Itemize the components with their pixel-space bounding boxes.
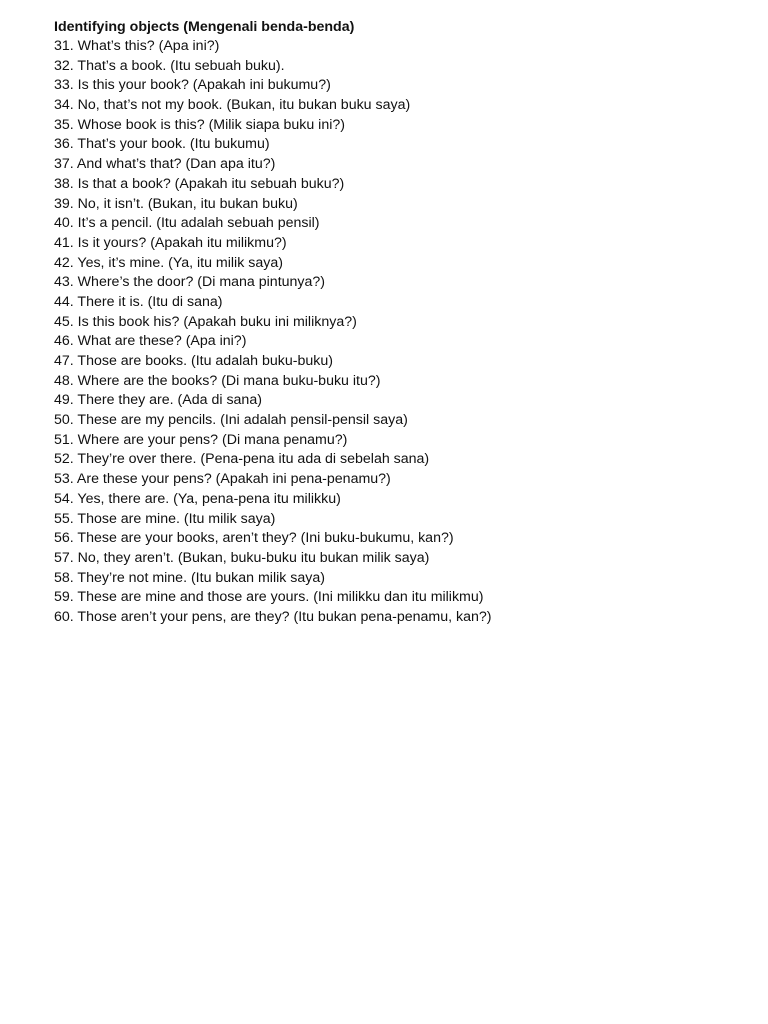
- document-title: Identifying objects (Mengenali benda-benda): [54, 19, 355, 35]
- phrase-line: 37. And what’s that? (Dan apa itu?): [54, 156, 276, 173]
- phrase-line: 60. Those aren’t your pens, are they? (Itu bukan pena-penamu, kan?): [54, 608, 492, 625]
- phrase-line: 51. Where are your pens? (Di mana penamu?): [54, 431, 348, 448]
- phrase-line: 36. That’s your book. (Itu bukumu): [54, 136, 270, 153]
- phrase-line: 31. What’s this? (Apa ini?): [54, 38, 220, 54]
- phrase-line: 46. What are these? (Apa ini?): [54, 333, 247, 350]
- document-content: [54, 17, 754, 628]
- phrase-line: 43. Where’s the door? (Di mana pintunya?): [54, 274, 326, 291]
- phrase-line: 50. These are my pencils. (Ini adalah pensil-pensil saya): [54, 412, 408, 429]
- phrase-line: 56. These are your books, aren’t they? (Ini buku-bukumu, kan?): [54, 530, 454, 547]
- phrase-line: 41. Is it yours? (Apakah itu milikmu?): [54, 234, 287, 251]
- phrase-line: 39. No, it isn’t. (Bukan, itu bukan buku): [54, 195, 298, 212]
- phrase-line: 55. Those are mine. (Itu milik saya): [54, 510, 276, 527]
- phrase-line: 48. Where are the books? (Di mana buku-buku itu?): [54, 372, 381, 389]
- phrase-line: 34. No, that’s not my book. (Bukan, itu bukan buku saya): [54, 97, 411, 114]
- phrase-line: 32. That’s a book. (Itu sebuah buku).: [54, 57, 285, 74]
- phrase-list: [54, 37, 754, 628]
- phrase-line: 42. Yes, it’s mine. (Ya, itu milik saya): [54, 254, 283, 271]
- phrase-line: 47. Those are books. (Itu adalah buku-buku): [54, 353, 333, 369]
- phrase-line: 35. Whose book is this? (Milik siapa buku ini?): [54, 116, 345, 133]
- phrase-line: 57. No, they aren’t. (Bukan, buku-buku itu bukan milik saya): [54, 549, 430, 566]
- phrase-line: 58. They’re not mine. (Itu bukan milik saya): [54, 569, 325, 586]
- phrase-line: 52. They’re over there. (Pena-pena itu ada di sebelah sana): [54, 451, 430, 468]
- phrase-line: 49. There they are. (Ada di sana): [54, 392, 262, 409]
- phrase-line: 33. Is this your book? (Apakah ini bukumu?): [54, 77, 331, 94]
- phrase-line: 53. Are these your pens? (Apakah ini pena-penamu?): [54, 471, 391, 488]
- phrase-line: 40. It’s a pencil. (Itu adalah sebuah pensil): [54, 215, 320, 232]
- phrase-line: 54. Yes, there are. (Ya, pena-pena itu milikku): [54, 490, 341, 507]
- phrase-line: 59. These are mine and those are yours. (Ini milikku dan itu milikmu): [54, 589, 484, 606]
- phrase-line: 44. There it is. (Itu di sana): [54, 293, 223, 310]
- phrase-line: 38. Is that a book? (Apakah itu sebuah buku?): [54, 175, 345, 192]
- phrase-line: 45. Is this book his? (Apakah buku ini miliknya?): [54, 313, 357, 330]
